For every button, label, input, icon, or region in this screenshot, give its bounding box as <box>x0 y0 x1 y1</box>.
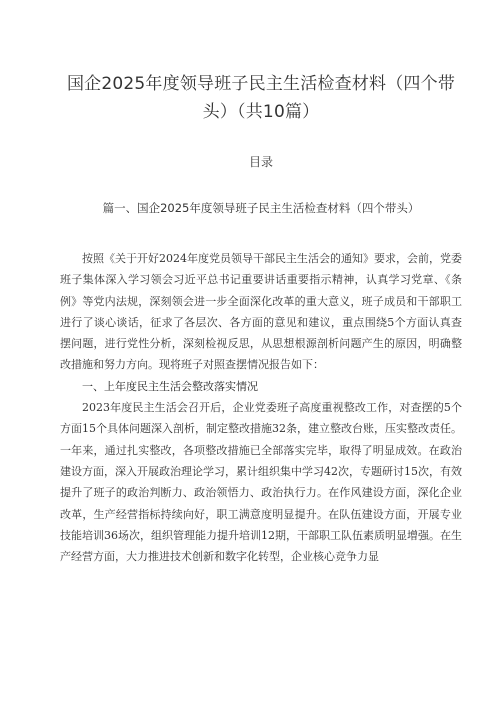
section-paragraph: 2023年度民主生活会召开后，企业党委班子高度重视整改工作，对查摆的5个方面15个具体问题深入剖析，制定整改措施32条，建立整改台账，压实整改责任。一年来，通过扎实整改，各项整改措施已全部落实完毕，取得了明显成效。在政治建设方面，深入开展政治理论学习，累计组织集中学习42次，专题研讨15次，有效提升了班子的政治判断力、政治领悟力、政治执行力。在作风建设方面，深化企业改革，生产经营指标持续向好，职工满意度明显提升。在队伍建设方面，开展专业技能培训36场次，组织管理能力提升培训12期，干部职工队伍素质明显增强。在生产经营方面，大力推进技术创新和数字化转型，企业核心竞争力显 <box>60 401 462 564</box>
section-heading: 一、上年度民主生活会整改落实情况 <box>82 379 258 393</box>
toc-label: 目录 <box>248 155 273 169</box>
document-body <box>60 248 462 567</box>
part-heading: 篇一、国企2025年度领导班子民主生活检查材料（四个带头） <box>102 201 420 215</box>
intro-paragraph: 按照《关于开好2024年度党员领导干部民主生活会的通知》要求，会前，党委班子集体深入学习领会习近平总书记重要讲话重要指示精神，认真学习党章、《条例》等党内法规，深刻领会进一步全面深化改革的重大意义，班子成员和干部职工进行了谈心谈话，征求了各层次、各方面的意见和建议，重点围绕5个方面认真查摆问题，进行党性分析，深刻检视反思，从思想根源剖析问题产生的原因，明确整改措施和努力方向。现将班子对照查摆情况报告如下： <box>60 252 462 372</box>
document-title: 国企2025年度领导班子民主生活检查材料（四个带头）（共10篇） <box>66 74 456 122</box>
